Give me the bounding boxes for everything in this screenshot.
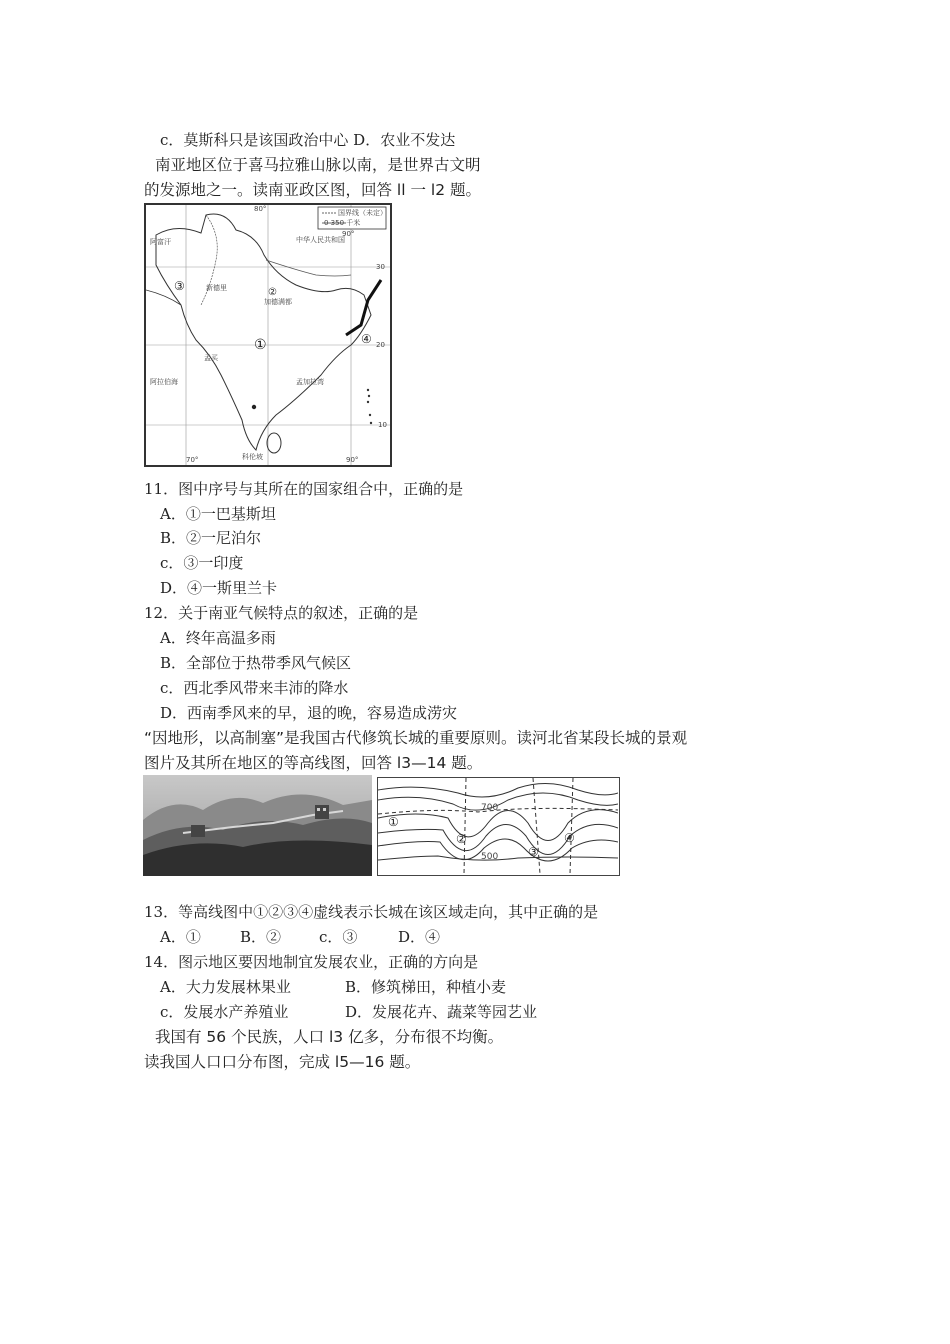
- map-lon-80: 80°: [254, 205, 267, 213]
- map-label-bay-of-bengal: 孟加拉湾: [296, 378, 324, 386]
- intro-great-wall-line2: 图片及其所在地区的等高线图，回答 l3—14 题。: [144, 754, 483, 772]
- map-marker-1: ①: [254, 337, 267, 353]
- q12-option-a: A．终年高温多雨: [160, 629, 276, 647]
- q12-option-c: c．西北季风带来丰沛的降水: [160, 679, 349, 697]
- map-lat-10: 10: [378, 421, 387, 429]
- q14-options-row2: [160, 1001, 537, 1023]
- intro-south-asia-line2: 的发源地之一。读南亚政区图，回答 ll 一 l2 题。: [144, 181, 481, 199]
- map-legend-label: 国界线（未定）: [338, 209, 387, 217]
- q14-option-c: c．发展水产养殖业: [160, 1003, 289, 1021]
- q13-option-a: A．①: [160, 928, 201, 946]
- q14-option-d: D．发展花卉、蔬菜等园艺业: [345, 1003, 538, 1021]
- great-wall-photo: [143, 775, 372, 876]
- intro-great-wall-line1: “因地形，以高制塞”是我国古代修筑长城的重要原则。读河北省某段长城的景观: [144, 729, 688, 747]
- intro-population-line1: 我国有 56 个民族，人口 l3 亿多，分布很不均衡。: [155, 1028, 504, 1046]
- map-lon-90-top: 90°: [342, 230, 355, 238]
- map-label-afghanistan: 阿富汗: [150, 238, 171, 246]
- q11-option-c: c．③一印度: [160, 554, 244, 572]
- map-marker-3: ③: [174, 279, 185, 293]
- intro-south-asia-line1: 南亚地区位于喜马拉雅山脉以南，是世界古文明: [155, 156, 481, 174]
- q11-option-b: B．②一尼泊尔: [160, 529, 262, 547]
- contour-mark-4: ④: [564, 831, 575, 845]
- map-lat-20: 20: [376, 341, 385, 349]
- q14-options-row1: [160, 976, 506, 998]
- map-lat-30: 30: [376, 263, 385, 271]
- map-label-newdelhi: 新德里: [206, 284, 227, 292]
- intro-population-line2: 读我国人口口分布图，完成 l5—16 题。: [144, 1053, 421, 1071]
- contour-mark-2: ②: [456, 832, 467, 846]
- q13-stem: 13．等高线图中①②③④虚线表示长城在该区域走向，其中正确的是: [144, 903, 599, 921]
- map-label-china: 中华人民共和国: [296, 236, 345, 244]
- q12-option-b: B．全部位于热带季风气候区: [160, 654, 352, 672]
- q11-option-d: D．④一斯里兰卡: [160, 579, 278, 597]
- contour-label-500: 500: [481, 852, 499, 862]
- contour-map: [377, 777, 620, 876]
- q13-option-b: B．②: [240, 928, 282, 946]
- q11-stem: 11．图中序号与其所在的国家组合中，正确的是: [144, 480, 464, 498]
- map-label-arabian-sea: 阿拉伯海: [150, 378, 178, 386]
- q13-options: [160, 926, 440, 948]
- map-label-colombo: 科伦坡: [242, 453, 263, 461]
- map-marker-4: ④: [361, 332, 372, 346]
- contour-mark-3: ③: [528, 845, 539, 859]
- q13-option-d: D．④: [398, 928, 441, 946]
- q13-option-c: c．③: [319, 928, 358, 946]
- contour-label-700: 700: [481, 803, 499, 813]
- q12-stem: 12．关于南亚气候特点的叙述，正确的是: [144, 604, 419, 622]
- south-asia-map: [144, 203, 392, 467]
- q14-option-a: A．大力发展林果业: [160, 978, 291, 996]
- map-lon-70: 70°: [186, 456, 199, 464]
- q11-option-a: A．①一巴基斯坦: [160, 505, 276, 523]
- map-lon-90-bottom: 90°: [346, 456, 359, 464]
- q14-stem: 14．图示地区要因地制宜发展农业，正确的方向是: [144, 953, 479, 971]
- contour-mark-1: ①: [388, 815, 399, 829]
- map-label-kathmandu: 加德满都: [264, 298, 292, 306]
- map-marker-2: ②: [268, 287, 277, 298]
- q12-option-d: D．西南季风来的早，退的晚，容易造成涝灾: [160, 704, 458, 722]
- map-label-mumbai: 孟买: [204, 354, 218, 362]
- q14-option-b: B．修筑梯田，种植小麦: [345, 978, 507, 996]
- map-drawing: [146, 205, 390, 465]
- option-c-line: c．莫斯科只是该国政治中心 D．农业不发达: [160, 131, 456, 149]
- map-scale: 0 350 千米: [324, 219, 361, 227]
